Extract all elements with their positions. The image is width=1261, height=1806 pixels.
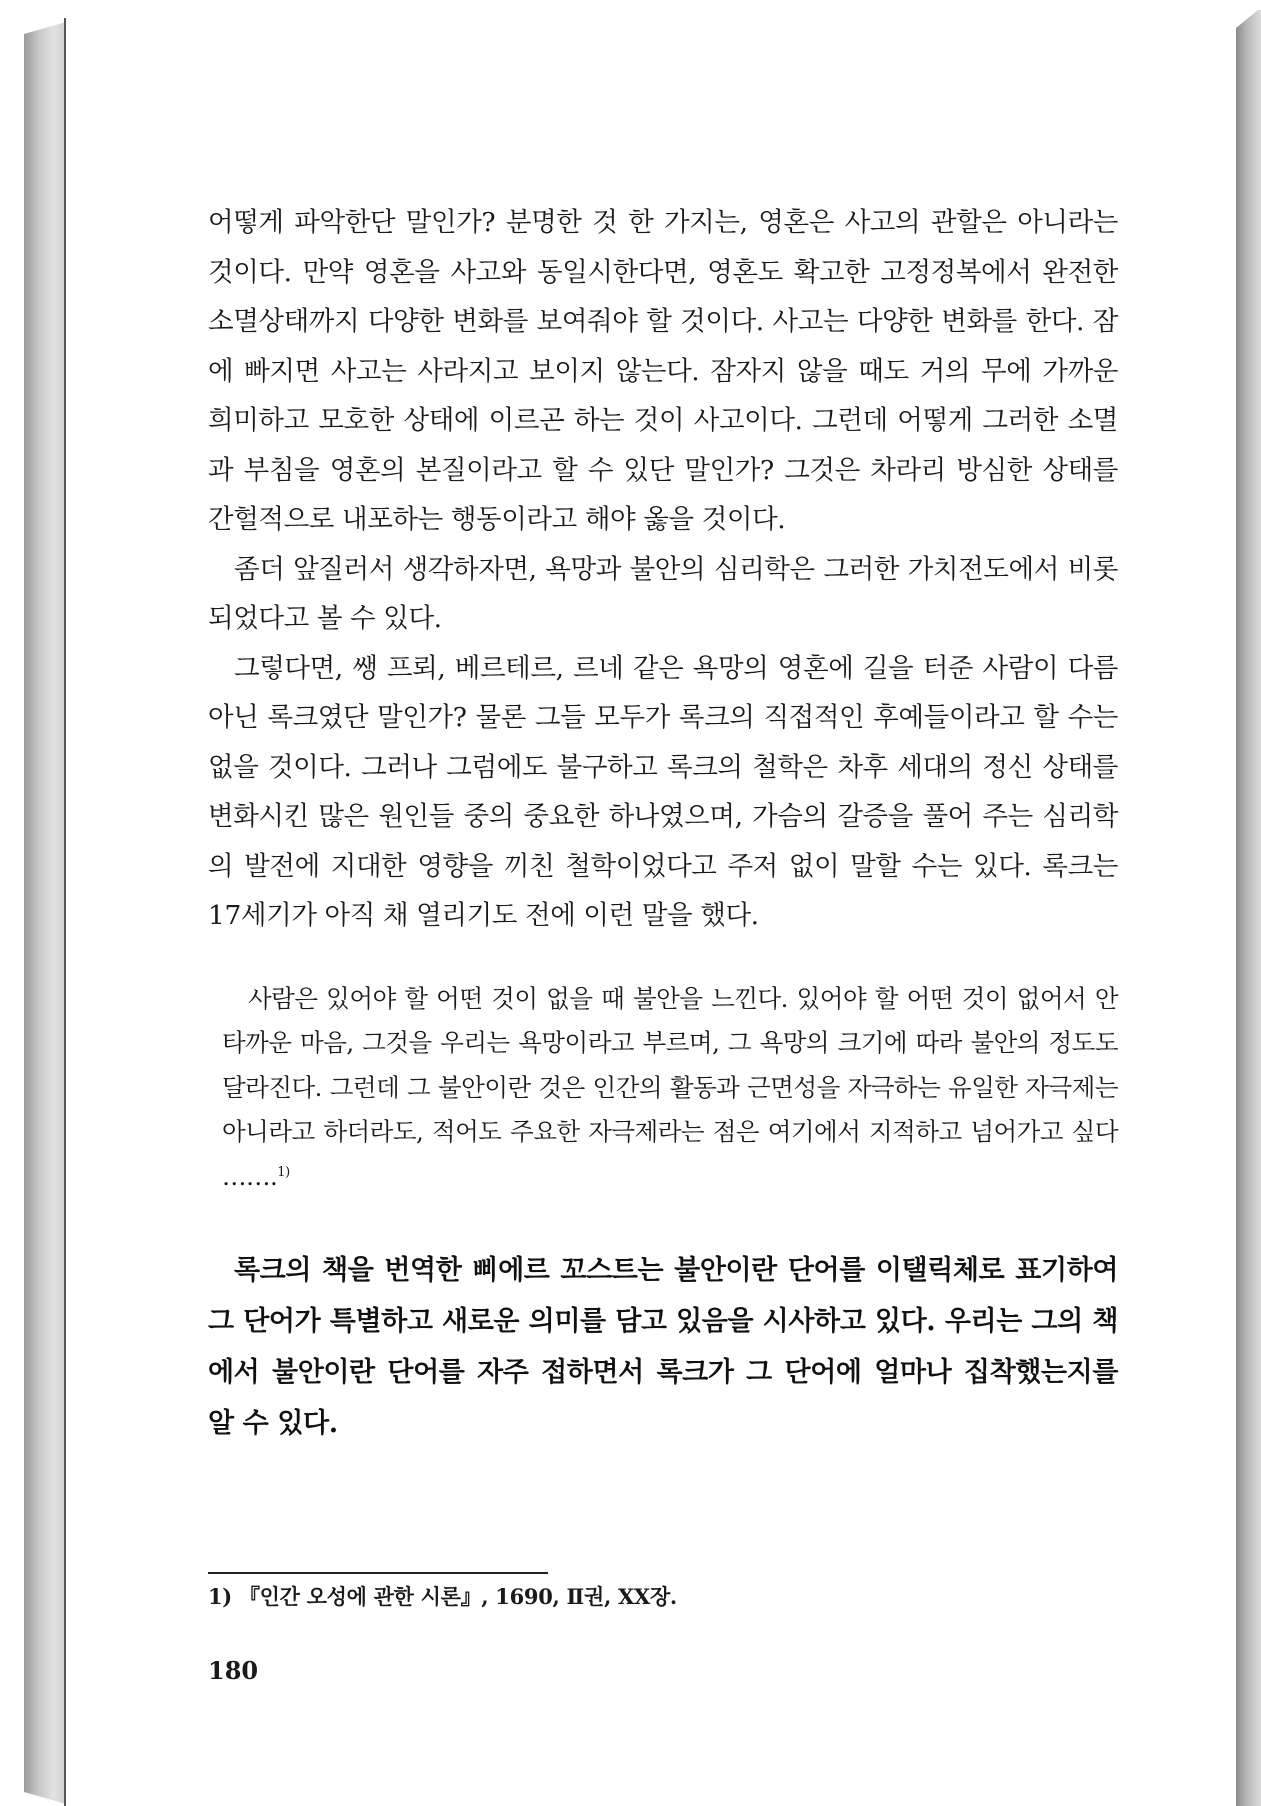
page-number: 180 xyxy=(208,1656,259,1685)
body-text xyxy=(208,198,1118,1449)
paragraph-continued: 어떻게 파악한단 말인가? 분명한 것 한 가지는, 영혼은 사고의 관할은 아니라는 것이다. 만약 영혼을 사고와 동일시한다면, 영혼도 확고한 고정정복에서 완전한 소멸상태까지 다양한 변화를 보여줘야 할 것이다. 사고는 다양한 변화를 한다. 잠에 빠지면 사고는 사라지고 보이지 않는다. 잠자지 않을 때도 거의 무에 가까운 희미하고 모호한 상태에 이르곤 하는 것이 사고이다. 그런데 어떻게 그러한 소멸과 부침을 영혼의 본질이라고 할 수 있단 말인가? 그것은 차라리 방심한 상태를 간헐적으로 내포하는 행동이라고 해야 옳을 것이다. xyxy=(208,207,1118,535)
paragraph-coste: 록크의 책을 번역한 삐에르 꼬스트는 불안이란 단어를 이탤릭체로 표기하여 그 단어가 특별하고 새로운 의미를 담고 있음을 시사하고 있다. 우리는 그의 책에서 불안이란 단어를 자주 접하면서 록크가 그 단어에 얼마나 집착했는지를 알 수 있다. xyxy=(208,1255,1118,1439)
page-stack-edge xyxy=(24,22,66,1804)
footnote-reference: 1) xyxy=(277,1164,290,1180)
block-quote-text: 사람은 있어야 할 어떤 것이 없을 때 불안을 느낀다. 있어야 할 어떤 것이 없어서 안타까운 마음, 그것을 우리는 욕망이라고 부르며, 그 욕망의 크기에 따라 불안의 정도도 달라진다. 그런데 그 불안이란 것은 인간의 활동과 근면성을 자극하는 유일한 자극제는 아니라고 하더라도, 적어도 주요한 자극제라는 점은 여기에서 지적하고 넘어가고 싶다 ……. xyxy=(222,983,1118,1191)
paragraph-locke: 그렇다면, 쌩 프뢰, 베르테르, 르네 같은 욕망의 영혼에 길을 터준 사람이 다름 아닌 록크였단 말인가? 물론 그들 모두가 록크의 직접적인 후예들이라고 할 수는 없을 것이다. 그러나 그럼에도 불구하고 록크의 철학은 차후 세대의 정신 상태를 변화시킨 많은 원인들 중의 중요한 하나였으며, 가슴의 갈증을 풀어 주는 심리학의 발전에 지대한 영향을 끼친 철학이었다고 주저 없이 말할 수는 있다. 록크는 17세기가 아직 채 열리기도 전에 이런 말을 했다. xyxy=(208,652,1118,931)
block-quote xyxy=(208,977,1118,1200)
paragraph-psychology: 좀더 앞질러서 생각하자면, 욕망과 불안의 심리학은 그러한 가치전도에서 비롯되었다고 볼 수 있다. xyxy=(208,553,1118,634)
footnote: 1) 『인간 오성에 관한 시론』, 1690, Ⅱ권, ⅩⅩ장. xyxy=(208,1584,677,1609)
footnote-divider xyxy=(208,1572,548,1574)
page-right-shadow xyxy=(1236,10,1261,1806)
